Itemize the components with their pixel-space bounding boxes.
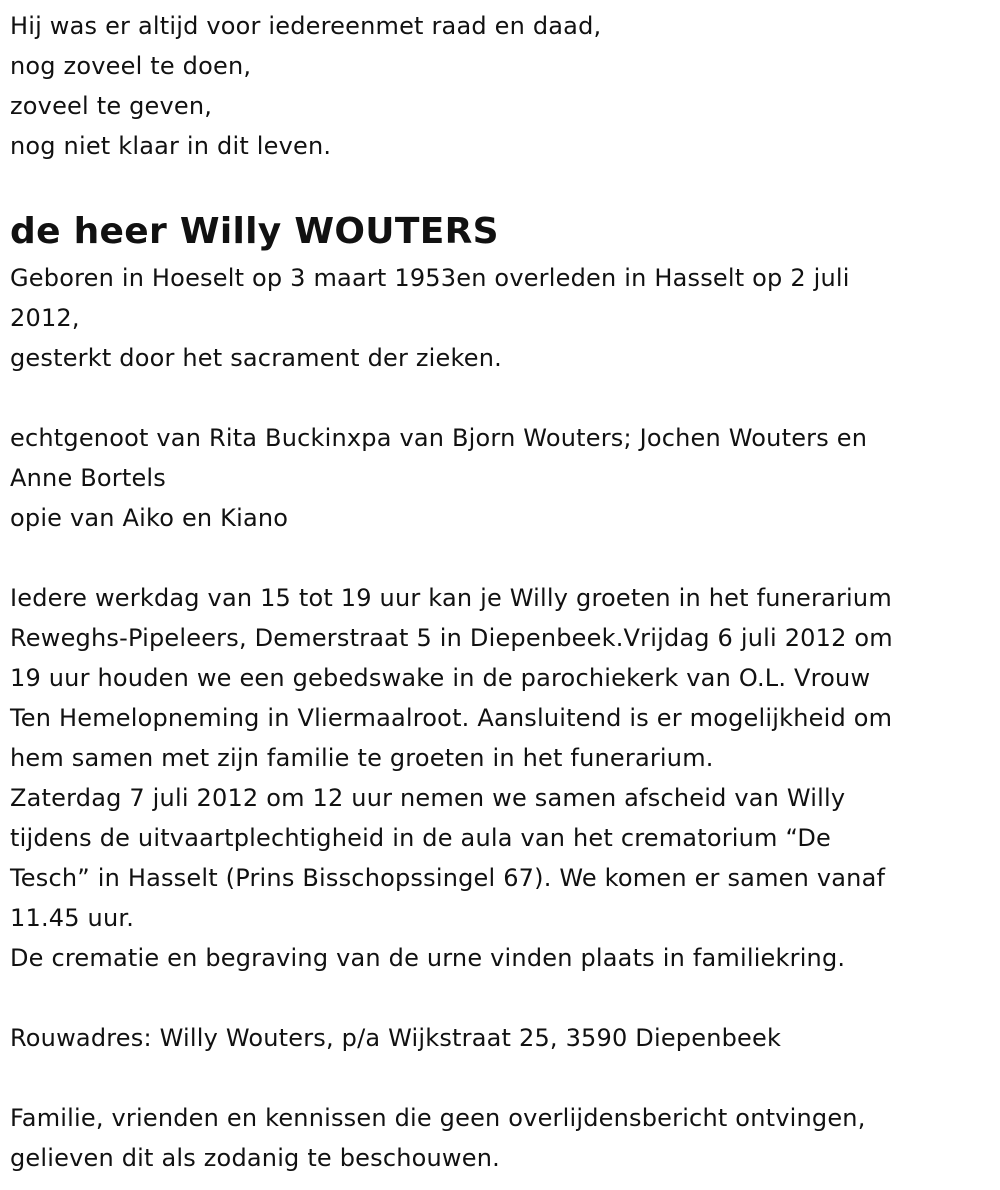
family-line: Anne Bortels	[10, 464, 166, 492]
poem-line: nog niet klaar in dit leven.	[10, 132, 332, 160]
poem-line: Hij was er altijd voor iedereenmet raad en daad,	[10, 12, 602, 40]
spacer	[10, 978, 985, 1018]
ceremony-line: Reweghs-Pipeleers, Demerstraat 5 in Diepenbeek.Vrijdag 6 juli 2012 om	[10, 624, 893, 652]
ceremony-line: 11.45 uur.	[10, 904, 135, 932]
mourning-address: Rouwadres: Willy Wouters, p/a Wijkstraat 25, 3590 Diepenbeek	[10, 1024, 782, 1052]
deceased-name: de heer Willy WOUTERS	[10, 211, 499, 252]
family-line: echtgenoot van Rita Buckinxpa van Bjorn Wouters; Jochen Wouters en	[10, 424, 868, 452]
birth-death-line: Geboren in Hoeselt op 3 maart 1953en overleden in Hasselt op 2 juli	[10, 264, 850, 292]
poem-line: nog zoveel te doen,	[10, 52, 252, 80]
poem-block	[10, 6, 985, 166]
ceremony-block	[10, 578, 985, 978]
spacer	[10, 166, 985, 206]
ceremony-line: Tesch” in Hasselt (Prins Bisschopssingel 67). We komen er samen vanaf	[10, 864, 886, 892]
closing-block	[10, 1098, 985, 1178]
spacer	[10, 1058, 985, 1098]
spacer	[10, 538, 985, 578]
ceremony-line: 19 uur houden we een gebedswake in de parochiekerk van O.L. Vrouw	[10, 664, 871, 692]
family-block	[10, 418, 985, 538]
ceremony-line: Zaterdag 7 juli 2012 om 12 uur nemen we samen afscheid van Willy	[10, 784, 846, 812]
birth-death-block	[10, 258, 985, 378]
birth-death-line: 2012,	[10, 304, 80, 332]
ceremony-line: Iedere werkdag van 15 tot 19 uur kan je Willy groeten in het funerarium	[10, 584, 892, 612]
sacrament-line: gesterkt door het sacrament der zieken.	[10, 344, 502, 372]
ceremony-line: De crematie en begraving van de urne vinden plaats in familiekring.	[10, 944, 846, 972]
closing-line: gelieven dit als zodanig te beschouwen.	[10, 1144, 500, 1172]
ceremony-line: Ten Hemelopneming in Vliermaalroot. Aansluitend is er mogelijkheid om	[10, 704, 893, 732]
spacer	[10, 378, 985, 418]
ceremony-line: tijdens de uitvaartplechtigheid in de aula van het crematorium “De	[10, 824, 831, 852]
obituary-document	[10, 6, 985, 1178]
grandchildren-line: opie van Aiko en Kiano	[10, 504, 289, 532]
ceremony-line: hem samen met zijn familie te groeten in het funerarium.	[10, 744, 714, 772]
closing-line: Familie, vrienden en kennissen die geen overlijdensbericht ontvingen,	[10, 1104, 866, 1132]
poem-line: zoveel te geven,	[10, 92, 213, 120]
